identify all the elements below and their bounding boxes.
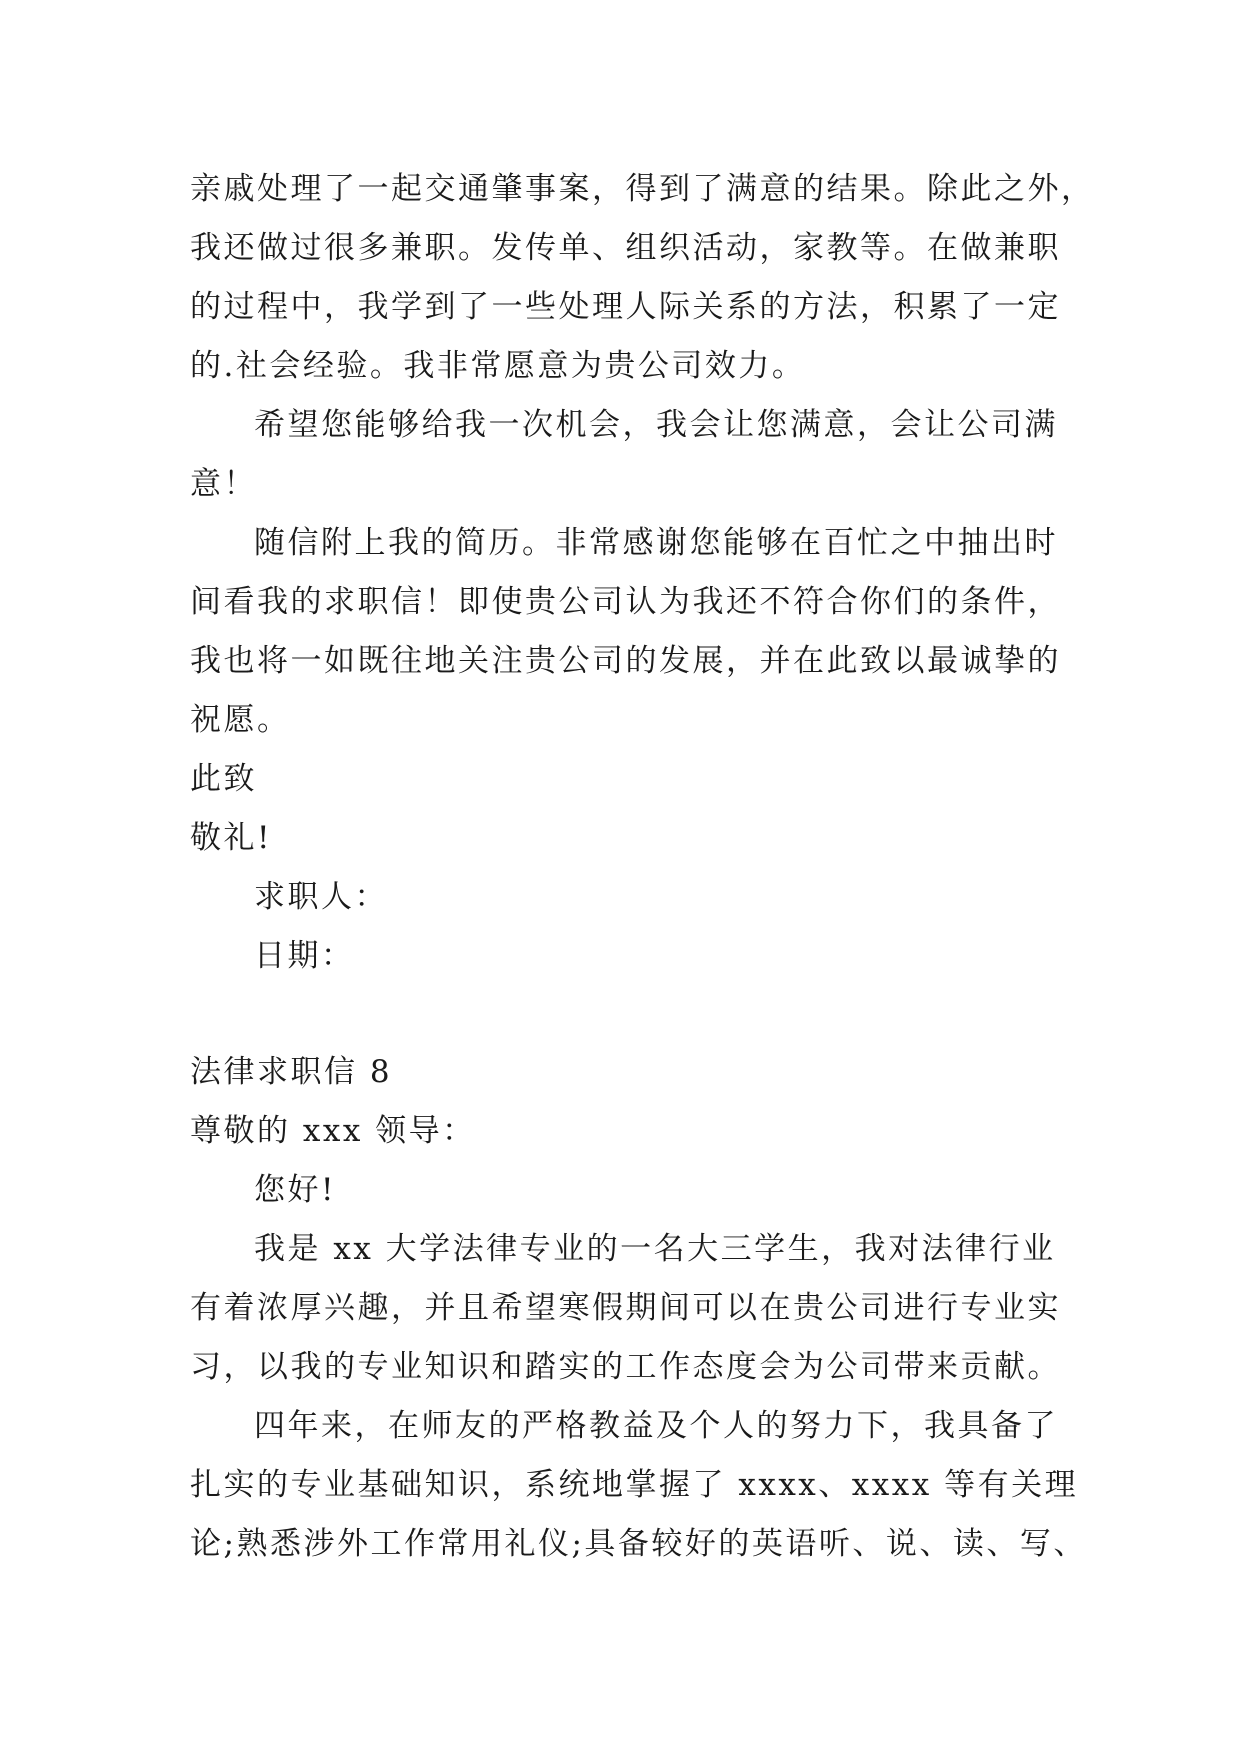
- paragraph-line: 随信附上我的简历。非常感谢您能够在百忙之中抽出时: [254, 525, 1058, 561]
- paragraph-line: 的.社会经验。我非常愿意为贵公司效力。: [190, 348, 806, 384]
- letter-8-experience-paragraph: [190, 1397, 1087, 1574]
- closing-line-1: 此致: [190, 761, 257, 797]
- paragraph-line: 我还做过很多兼职。发传单、组织活动，家教等。在做兼职: [190, 230, 1061, 266]
- letter-8-salutation: 尊敬的 xxx 领导：: [190, 1113, 476, 1149]
- paragraph-line: 亲戚处理了一起交通肇事案，得到了满意的结果。除此之外，: [190, 171, 1095, 207]
- paragraph-line: 祝愿。: [190, 702, 291, 738]
- paragraph-line: 我也将一如既往地关注贵公司的发展，并在此致以最诚挚的: [190, 643, 1061, 679]
- closing-line-2: 敬礼!: [190, 820, 272, 856]
- letter-7-continuation-paragraph: [190, 160, 1095, 396]
- paragraph-line: 扎实的专业基础知识，系统地掌握了 xxxx、xxxx 等有关理: [190, 1467, 1079, 1503]
- paragraph-line: 论;熟悉涉外工作常用礼仪;具备较好的英语听、说、读、写、: [190, 1526, 1087, 1562]
- letter-7-attachment-paragraph: [190, 514, 1061, 750]
- applicant-label: 求职人：: [254, 879, 388, 915]
- paragraph-line: 四年来，在师友的严格教益及个人的努力下，我具备了: [254, 1408, 1058, 1444]
- paragraph-line: 希望您能够给我一次机会，我会让您满意，会让公司满: [254, 407, 1058, 443]
- letter-8-greeting: 您好!: [254, 1172, 336, 1208]
- date-label: 日期：: [254, 938, 355, 974]
- section-gap: [190, 986, 1050, 1043]
- paragraph-line: 有着浓厚兴趣，并且希望寒假期间可以在贵公司进行专业实: [190, 1290, 1061, 1326]
- paragraph-line: 习，以我的专业知识和踏实的工作态度会为公司带来贡献。: [190, 1349, 1061, 1385]
- letter-7-hope-paragraph: [190, 396, 1058, 514]
- letter-8-intro-paragraph: [190, 1220, 1061, 1397]
- letter-8-title: 法律求职信 8: [190, 1054, 393, 1090]
- paragraph-line: 的过程中，我学到了一些处理人际关系的方法，积累了一定: [190, 289, 1061, 325]
- paragraph-line: 间看我的求职信！即使贵公司认为我还不符合你们的条件，: [190, 584, 1061, 620]
- paragraph-line: 意！: [190, 466, 257, 502]
- paragraph-line: 我是 xx 大学法律专业的一名大三学生，我对法律行业: [254, 1231, 1056, 1267]
- document-body: [190, 160, 1095, 1574]
